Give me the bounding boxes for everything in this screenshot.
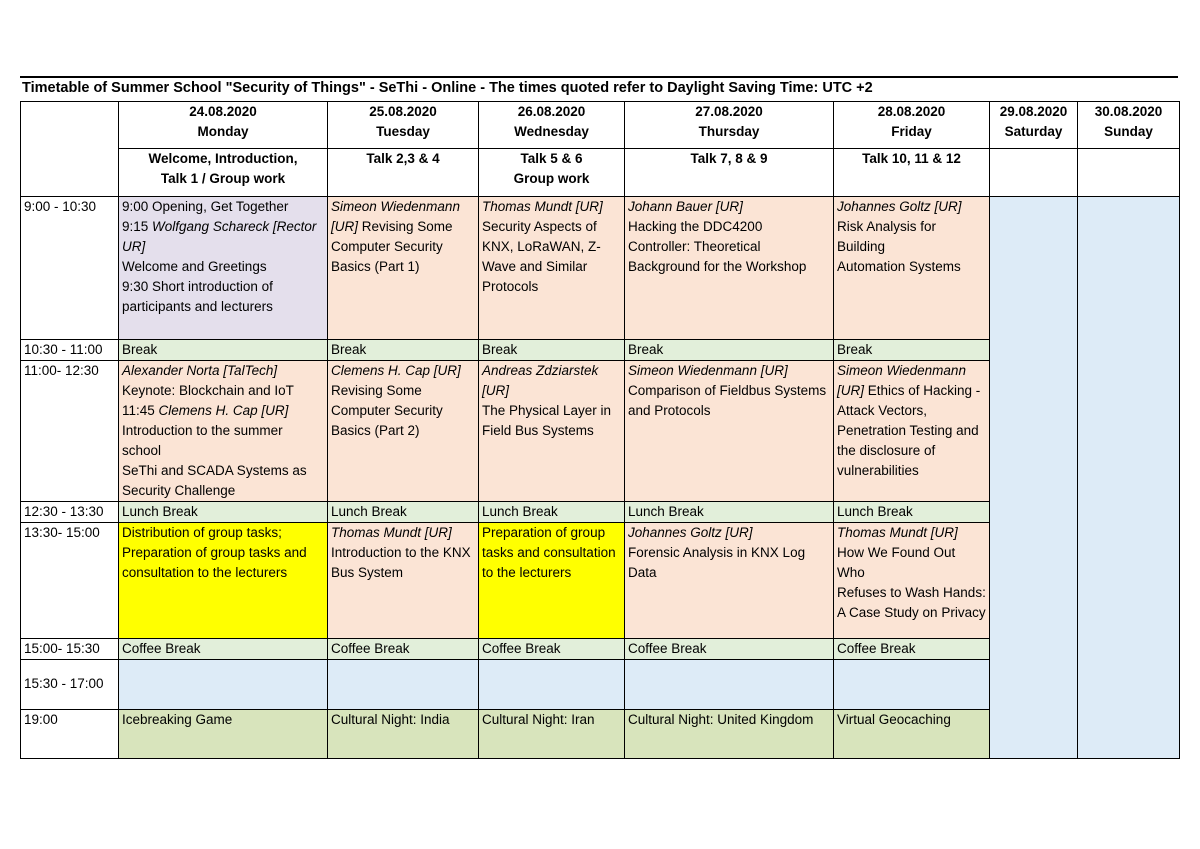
cell-wed-s3: Preparation of group tasks and consultation to the lecturers (479, 523, 625, 639)
time-label: 19:00 (21, 710, 119, 759)
time-label: 10:30 - 11:00 (21, 340, 119, 361)
time-label: 11:00- 12:30 (21, 361, 119, 502)
cell-thu-lunch: Lunch Break (625, 502, 834, 523)
time-label: 9:00 - 10:30 (21, 197, 119, 340)
cell-mon-lunch: Lunch Break (119, 502, 328, 523)
topic-monday: Welcome, Introduction, Talk 1 / Group work (119, 149, 328, 197)
cell-mon-evening: Icebreaking Game (119, 710, 328, 759)
row-session-1 (21, 197, 1180, 340)
cell-fri-s1: Johannes Goltz [UR] Risk Analysis for Building Automation Systems (834, 197, 990, 340)
cell-fri-coffee: Coffee Break (834, 639, 990, 660)
cell-fri-evening: Virtual Geocaching (834, 710, 990, 759)
day-header-saturday: 29.08.2020 Saturday (990, 102, 1078, 149)
cell-tue-s1: Simeon Wiedenmann [UR] Revising Some Computer Security Basics (Part 1) (328, 197, 479, 340)
cell-thu-s1: Johann Bauer [UR] Hacking the DDC4200 Controller: Theoretical Background for the Workshop (625, 197, 834, 340)
cell-wed-coffee: Coffee Break (479, 639, 625, 660)
cell-wed-s2: Andreas Zdziarstek [UR] The Physical Layer in Field Bus Systems (479, 361, 625, 502)
cell-wed-s4 (479, 660, 625, 710)
topic-friday: Talk 10, 11 & 12 (834, 149, 990, 197)
cell-mon-s4 (119, 660, 328, 710)
cell-fri-break: Break (834, 340, 990, 361)
topic-sunday (1078, 149, 1180, 197)
header-row-topics (21, 149, 1180, 197)
topic-tuesday: Talk 2,3 & 4 (328, 149, 479, 197)
topic-wednesday: Talk 5 & 6 Group work (479, 149, 625, 197)
cell-mon-coffee: Coffee Break (119, 639, 328, 660)
cell-mon-s1: 9:00 Opening, Get Together 9:15 Wolfgang Schareck [Rector UR] Welcome and Greetings 9:30 Short introduction of participants and lecturers (119, 197, 328, 340)
timetable (20, 101, 1180, 759)
cell-sunday-free (1078, 197, 1180, 759)
cell-wed-break: Break (479, 340, 625, 361)
day-header-monday: 24.08.2020 Monday (119, 102, 328, 149)
cell-fri-s3: Thomas Mundt [UR] How We Found Out Who Refuses to Wash Hands: A Case Study on Privacy (834, 523, 990, 639)
cell-tue-s3: Thomas Mundt [UR] Introduction to the KNX Bus System (328, 523, 479, 639)
cell-thu-s2: Simeon Wiedenmann [UR] Comparison of Fieldbus Systems and Protocols (625, 361, 834, 502)
time-label: 15:30 - 17:00 (21, 660, 119, 710)
day-header-thursday: 27.08.2020 Thursday (625, 102, 834, 149)
day-header-friday: 28.08.2020 Friday (834, 102, 990, 149)
topic-thursday: Talk 7, 8 & 9 (625, 149, 834, 197)
cell-thu-s3: Johannes Goltz [UR] Forensic Analysis in KNX Log Data (625, 523, 834, 639)
day-header-tuesday: 25.08.2020 Tuesday (328, 102, 479, 149)
cell-thu-coffee: Coffee Break (625, 639, 834, 660)
cell-tue-evening: Cultural Night: India (328, 710, 479, 759)
cell-tue-break: Break (328, 340, 479, 361)
day-header-sunday: 30.08.2020 Sunday (1078, 102, 1180, 149)
cell-wed-s1: Thomas Mundt [UR] Security Aspects of KNX, LoRaWAN, Z- Wave and Similar Protocols (479, 197, 625, 340)
cell-mon-break: Break (119, 340, 328, 361)
cell-tue-lunch: Lunch Break (328, 502, 479, 523)
cell-thu-break: Break (625, 340, 834, 361)
day-header-wednesday: 26.08.2020 Wednesday (479, 102, 625, 149)
topic-saturday (990, 149, 1078, 197)
cell-thu-evening: Cultural Night: United Kingdom (625, 710, 834, 759)
time-label: 12:30 - 13:30 (21, 502, 119, 523)
header-row-dates (21, 102, 1180, 149)
cell-tue-s4 (328, 660, 479, 710)
cell-fri-s4 (834, 660, 990, 710)
cell-saturday-free (990, 197, 1078, 759)
cell-fri-lunch: Lunch Break (834, 502, 990, 523)
time-label: 13:30- 15:00 (21, 523, 119, 639)
cell-mon-s2: Alexander Norta [TalTech] Keynote: Blockchain and IoT 11:45 Clemens H. Cap [UR] Introduction to the summer school SeThi and SCADA Systems as Security Challenge (119, 361, 328, 502)
cell-tue-s2: Clemens H. Cap [UR] Revising Some Computer Security Basics (Part 2) (328, 361, 479, 502)
timetable-title: Timetable of Summer School "Security of Things" - SeThi - Online - The times quoted refer to Daylight Saving Time: UTC +2 (20, 76, 1178, 98)
cell-wed-evening: Cultural Night: Iran (479, 710, 625, 759)
cell-wed-lunch: Lunch Break (479, 502, 625, 523)
cell-tue-coffee: Coffee Break (328, 639, 479, 660)
cell-thu-s4 (625, 660, 834, 710)
cell-fri-s2: Simeon Wiedenmann [UR] Ethics of Hacking - Attack Vectors, Penetration Testing and the disclosure of vulnerabilities (834, 361, 990, 502)
corner-cell (21, 102, 119, 197)
time-label: 15:00- 15:30 (21, 639, 119, 660)
cell-mon-s3: Distribution of group tasks; Preparation of group tasks and consultation to the lecturers (119, 523, 328, 639)
